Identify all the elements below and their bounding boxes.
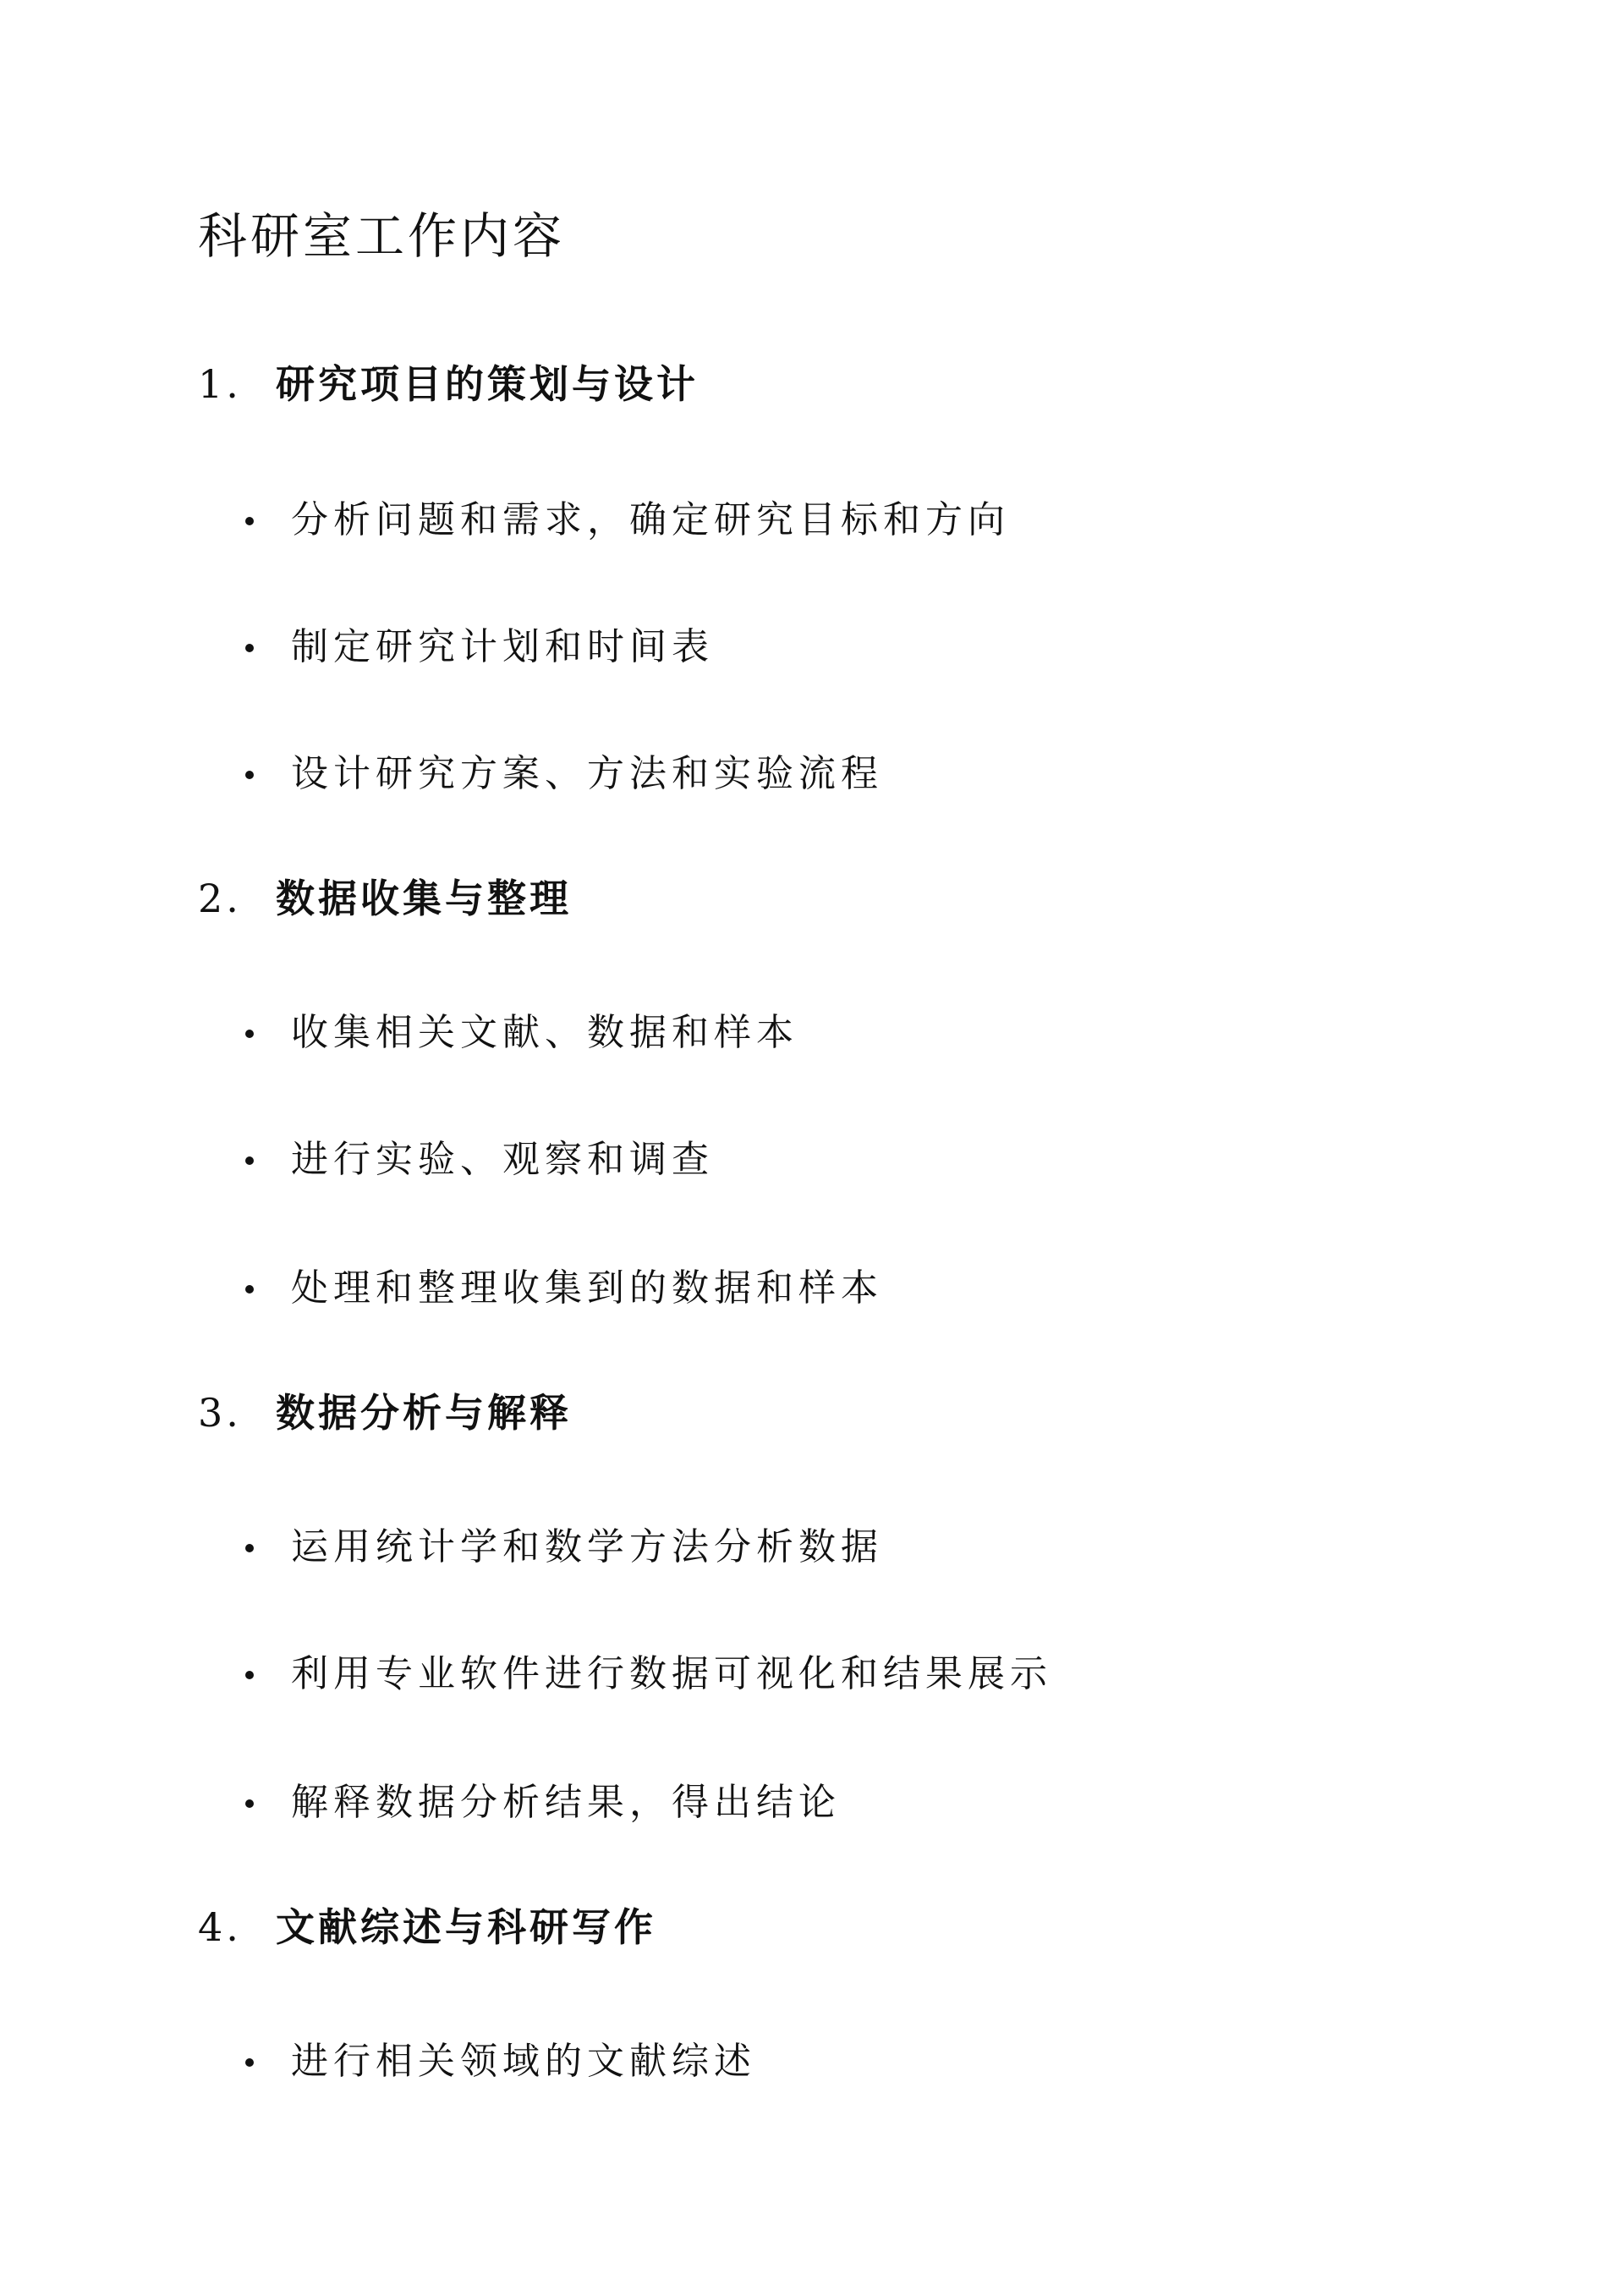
list-item-text: 收集相关文献、数据和样本 (291, 1011, 798, 1054)
list-item (245, 1643, 1052, 1697)
section-number: 3. (198, 1390, 242, 1436)
list-item (245, 1516, 883, 1570)
page-title: 科研室工作内容 (198, 207, 566, 265)
list-item-text: 进行实验、观察和调查 (291, 1138, 714, 1181)
bullet-icon (245, 2058, 254, 2067)
section-number: 2. (198, 876, 242, 921)
bullet-icon (245, 1156, 254, 1165)
bullet-icon (245, 1030, 254, 1038)
section-heading-4 (198, 1897, 656, 1953)
section-number: 1. (198, 361, 242, 407)
list-item-text: 处理和整理收集到的数据和样本 (291, 1266, 883, 1310)
bullet-icon (245, 517, 254, 525)
bullet-icon (245, 1544, 254, 1552)
list-item (245, 1129, 714, 1183)
bullet-icon (245, 644, 254, 652)
list-item-text: 利用专业软件进行数据可视化和结果展示 (291, 1652, 1052, 1695)
section-title: 数据收集与整理 (276, 876, 572, 921)
section-title: 文献综述与科研写作 (276, 1904, 656, 1950)
list-item-text: 进行相关领域的文献综述 (291, 2040, 756, 2083)
list-item (245, 2030, 756, 2085)
section-heading-3 (198, 1382, 572, 1438)
list-item (245, 1771, 841, 1826)
section-heading-2 (198, 868, 572, 924)
bullet-icon (245, 1799, 254, 1808)
list-item-text: 设计研究方案、方法和实验流程 (291, 752, 883, 795)
bullet-icon (245, 771, 254, 779)
list-item-text: 解释数据分析结果，得出结论 (291, 1781, 841, 1824)
section-heading-1 (198, 354, 699, 409)
section-title: 数据分析与解释 (276, 1390, 572, 1436)
list-item (245, 489, 1010, 543)
list-item-text: 制定研究计划和时间表 (291, 625, 714, 668)
list-item (245, 1002, 798, 1056)
section-number: 4. (198, 1904, 242, 1950)
list-item-text: 分析问题和需求，确定研究目标和方向 (291, 498, 1010, 541)
list-item (245, 1257, 883, 1311)
section-title: 研究项目的策划与设计 (276, 361, 699, 407)
list-item-text: 运用统计学和数学方法分析数据 (291, 1525, 883, 1568)
list-item (245, 743, 883, 797)
list-item (245, 616, 714, 670)
bullet-icon (245, 1285, 254, 1294)
bullet-icon (245, 1671, 254, 1679)
